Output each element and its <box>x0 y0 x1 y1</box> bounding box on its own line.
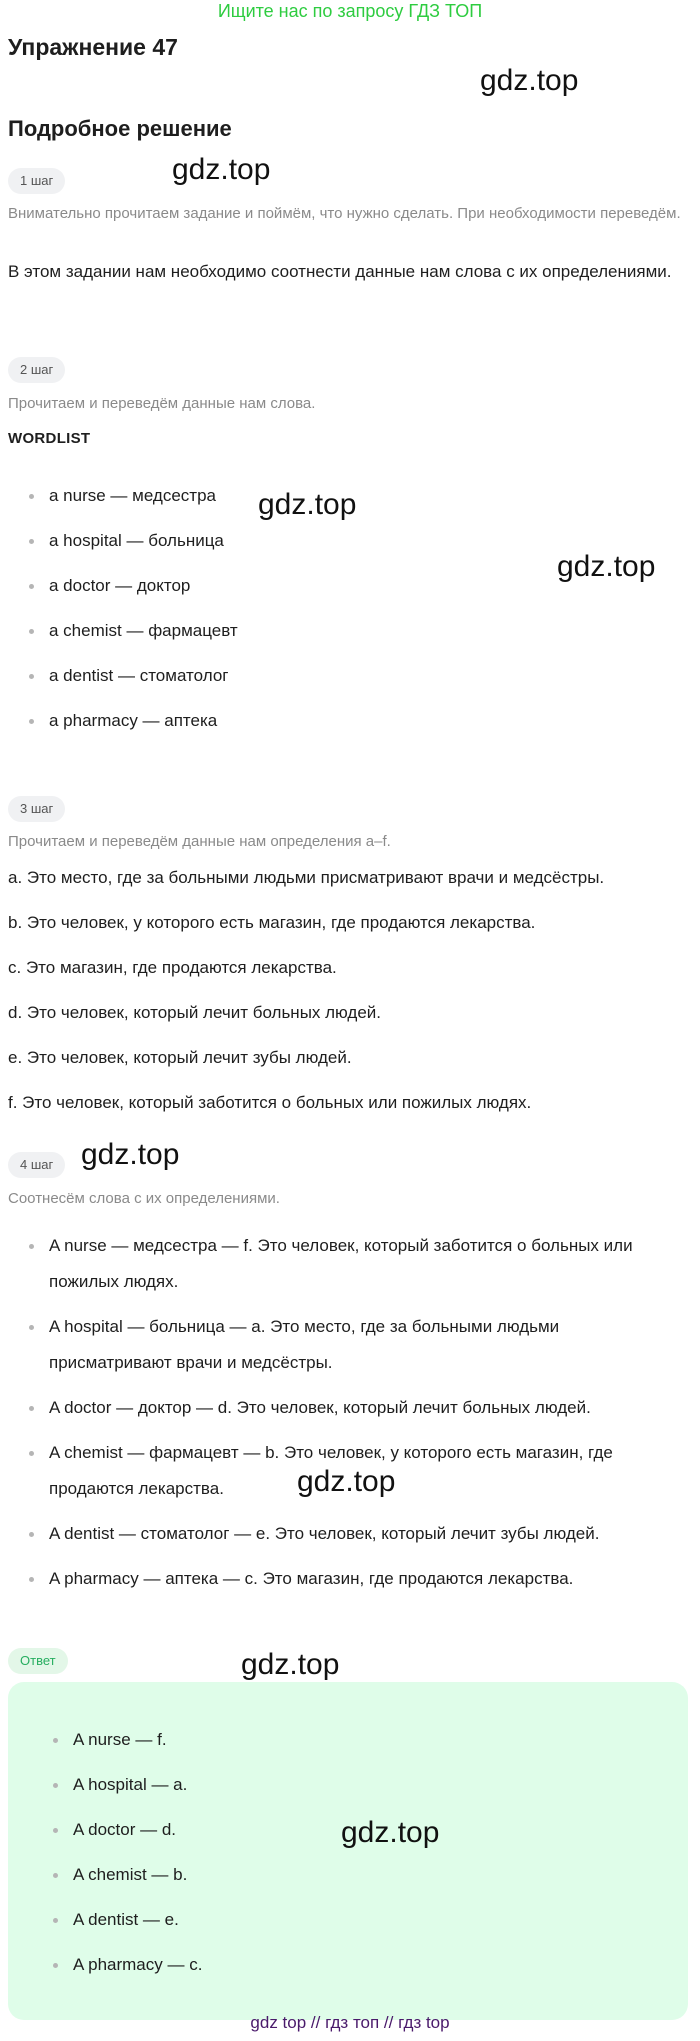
list-item: A doctor — d. <box>73 1810 633 1855</box>
page-title: Упражнение 47 <box>8 34 178 60</box>
step-hint-1: Внимательно прочитаем задание и поймём, что нужно сделать. При необходимости переведём. <box>8 205 681 222</box>
definition-line: c. Это магазин, где продаются лекарства. <box>8 958 337 977</box>
list-item: A nurse — медсестра — f. Это человек, который заботится о больных или пожилых людях. <box>49 1228 679 1300</box>
list-item: a doctor — доктор <box>49 566 649 611</box>
list-item: a pharmacy — аптека <box>49 701 649 746</box>
definition-line: f. Это человек, который заботится о больных или пожилых людях. <box>8 1093 532 1112</box>
list-item: A chemist — b. <box>73 1855 633 1900</box>
list-item: A chemist — фармацевт — b. Это человек, у которого есть магазин, где продаются лекарства. <box>49 1435 679 1507</box>
list-item: A pharmacy — аптека — c. Это магазин, где продаются лекарства. <box>49 1561 679 1597</box>
step-text-1: В этом задании нам необходимо соотнести данные нам слова с их определениями. <box>8 262 672 281</box>
match-list <box>49 1228 679 1606</box>
top-banner[interactable]: Ищите нас по запросу ГДЗ ТОП <box>217 1 483 21</box>
watermark: gdz.top <box>81 1138 180 1171</box>
list-item: a dentist — стоматолог <box>49 656 649 701</box>
list-item: a nurse — медсестра <box>49 476 649 521</box>
definition-line: d. Это человек, который лечит больных людей. <box>8 1003 382 1022</box>
watermark: gdz.top <box>241 1648 340 1681</box>
step-hint-3: Прочитаем и переведём данные нам определения a–f. <box>8 833 391 850</box>
step-badge-2: 2 шаг <box>8 357 65 383</box>
watermark: gdz.top <box>341 1816 440 1849</box>
answer-list <box>73 1720 633 1990</box>
watermark: gdz.top <box>172 153 271 186</box>
list-item: A nurse — f. <box>73 1720 633 1765</box>
step-badge-1: 1 шаг <box>8 168 65 194</box>
section-title: Подробное решение <box>8 116 232 141</box>
list-item: A hospital — a. <box>73 1765 633 1810</box>
list-item: a hospital — больница <box>49 521 649 566</box>
list-item: A doctor — доктор — d. Это человек, который лечит больных людей. <box>49 1390 679 1426</box>
definition-line: a. Это место, где за больными людьми присматривают врачи и медсёстры. <box>8 868 605 887</box>
definition-line: b. Это человек, у которого есть магазин, где продаются лекарства. <box>8 913 536 932</box>
watermark: gdz.top <box>258 488 357 521</box>
list-item: A pharmacy — c. <box>73 1945 633 1990</box>
watermark: gdz.top <box>480 64 579 97</box>
footer-links[interactable]: gdz top // гдз топ // гдз top <box>250 2013 450 2032</box>
step-badge-4: 4 шаг <box>8 1152 65 1178</box>
watermark: gdz.top <box>297 1465 396 1498</box>
list-item: a chemist — фармацевт <box>49 611 649 656</box>
list-item: A dentist — e. <box>73 1900 633 1945</box>
wordlist-heading: WORDLIST <box>8 430 91 447</box>
step-hint-2: Прочитаем и переведём данные нам слова. <box>8 395 316 412</box>
list-item: A hospital — больница — a. Это место, где за больными людьми присматривают врачи и медсёстры. <box>49 1309 679 1381</box>
step-hint-4: Соотнесём слова с их определениями. <box>8 1190 280 1207</box>
watermark: gdz.top <box>557 550 656 583</box>
definition-line: e. Это человек, который лечит зубы людей. <box>8 1048 352 1067</box>
answer-badge: Ответ <box>8 1648 68 1674</box>
list-item: A dentist — стоматолог — e. Это человек, который лечит зубы людей. <box>49 1516 679 1552</box>
step-badge-3: 3 шаг <box>8 796 65 822</box>
